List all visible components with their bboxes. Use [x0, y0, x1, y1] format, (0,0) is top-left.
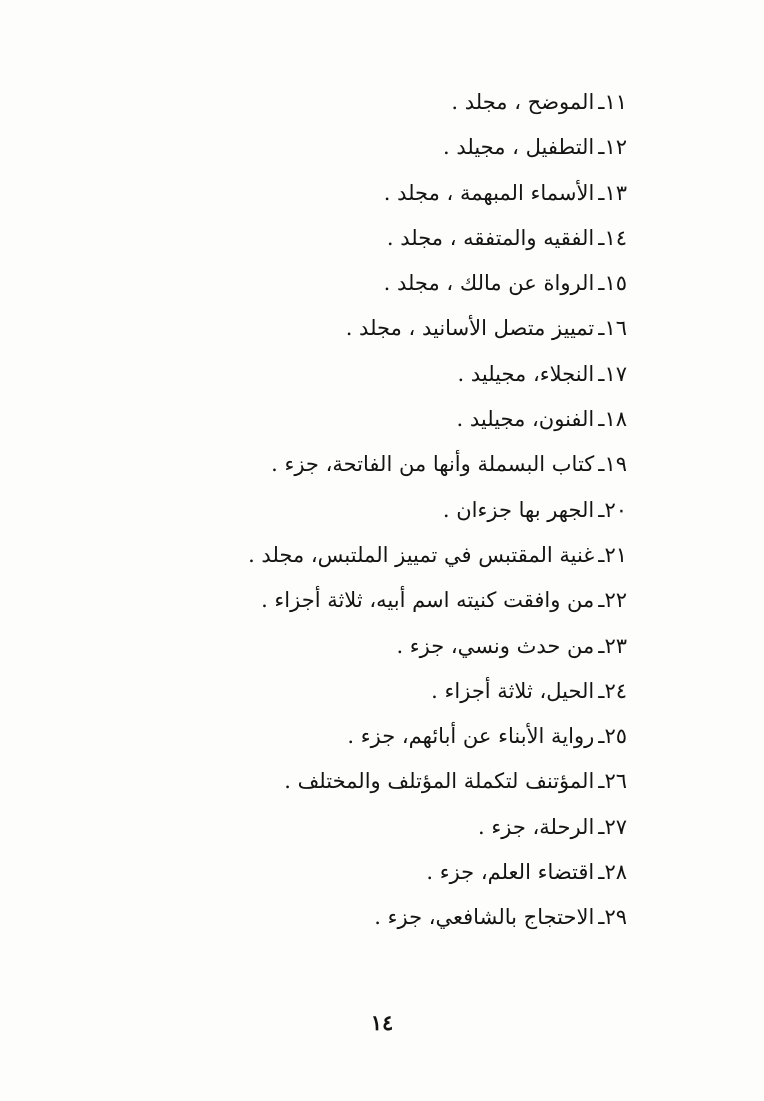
- item-text: المؤتنف لتكملة المؤتلف والمختلف .: [284, 769, 595, 794]
- item-number: ١٩ـ: [598, 452, 627, 477]
- item-text: الفقيه والمتفقه ، مجلد .: [386, 225, 595, 250]
- item-text: التطفيل ، مجيلد .: [443, 135, 595, 160]
- list-item: [107, 125, 627, 170]
- item-text: اقتضاء العلم، جزء .: [426, 860, 595, 885]
- item-number: ٢٦ـ: [598, 769, 627, 794]
- item-text: من حدث ونسي، جزء .: [396, 633, 595, 658]
- item-number: ٢٥ـ: [598, 724, 627, 749]
- item-number: ١٥ـ: [598, 271, 627, 296]
- item-text: الرحلة، جزء .: [478, 814, 595, 839]
- list-item: [107, 805, 627, 850]
- item-number: ٢٠ـ: [598, 497, 627, 522]
- item-text: من وافقت كنيته اسم أبيه، ثلاثة أجزاء .: [261, 588, 595, 613]
- list-item: [107, 352, 627, 397]
- works-list: [107, 80, 627, 941]
- item-text: الموضح ، مجلد .: [451, 90, 595, 114]
- item-number: ٢٧ـ: [598, 814, 627, 839]
- list-item: [107, 578, 627, 623]
- list-item: [107, 306, 627, 351]
- list-item: [107, 669, 627, 714]
- item-number: ١٣ـ: [598, 180, 627, 205]
- item-number: ٢٢ـ: [598, 588, 627, 613]
- item-number: ٢١ـ: [598, 542, 627, 567]
- list-item: [107, 895, 627, 940]
- item-number: ١٢ـ: [598, 135, 627, 160]
- item-number: ٢٩ـ: [598, 905, 627, 930]
- list-item: [107, 80, 627, 125]
- list-item: [107, 171, 627, 216]
- item-text: كتاب البسملة وأنها من الفاتحة، جزء .: [271, 452, 595, 477]
- list-item: [107, 624, 627, 669]
- list-item: [107, 261, 627, 306]
- item-number: ١٧ـ: [598, 361, 627, 386]
- item-number: ٢٣ـ: [598, 633, 627, 658]
- item-text: الأسماء المبهمة ، مجلد .: [383, 180, 595, 205]
- item-text: الاحتجاج بالشافعي، جزء .: [374, 905, 595, 930]
- item-number: ٢٤ـ: [598, 678, 627, 703]
- item-text: رواية الأبناء عن أبائهم، جزء .: [347, 724, 595, 749]
- item-text: الحيل، ثلاثة أجزاء .: [431, 678, 595, 703]
- list-item: [107, 216, 627, 261]
- item-text: الرواة عن مالك ، مجلد .: [383, 271, 595, 296]
- item-text: غنية المقتبس في تمييز الملتبس، مجلد .: [248, 542, 595, 567]
- item-number: ١٦ـ: [598, 316, 627, 341]
- item-number: ١٤ـ: [598, 225, 627, 250]
- list-item: [107, 442, 627, 487]
- list-item: [107, 759, 627, 804]
- item-text: النجلاء، مجيليد .: [457, 361, 595, 386]
- item-text: تمييز متصل الأسانيد ، مجلد .: [345, 316, 595, 341]
- list-item: [107, 533, 627, 578]
- item-text: الفنون، مجيليد .: [456, 407, 595, 432]
- list-item: [107, 850, 627, 895]
- list-item: [107, 397, 627, 442]
- list-item: [107, 488, 627, 533]
- list-item: [107, 714, 627, 759]
- item-number: ١١ـ: [598, 90, 627, 114]
- item-text: الجهر بها جزءان .: [442, 497, 595, 522]
- item-number: ٢٨ـ: [598, 860, 627, 885]
- item-number: ١٨ـ: [598, 407, 627, 432]
- page-number: ١٤: [370, 1010, 394, 1035]
